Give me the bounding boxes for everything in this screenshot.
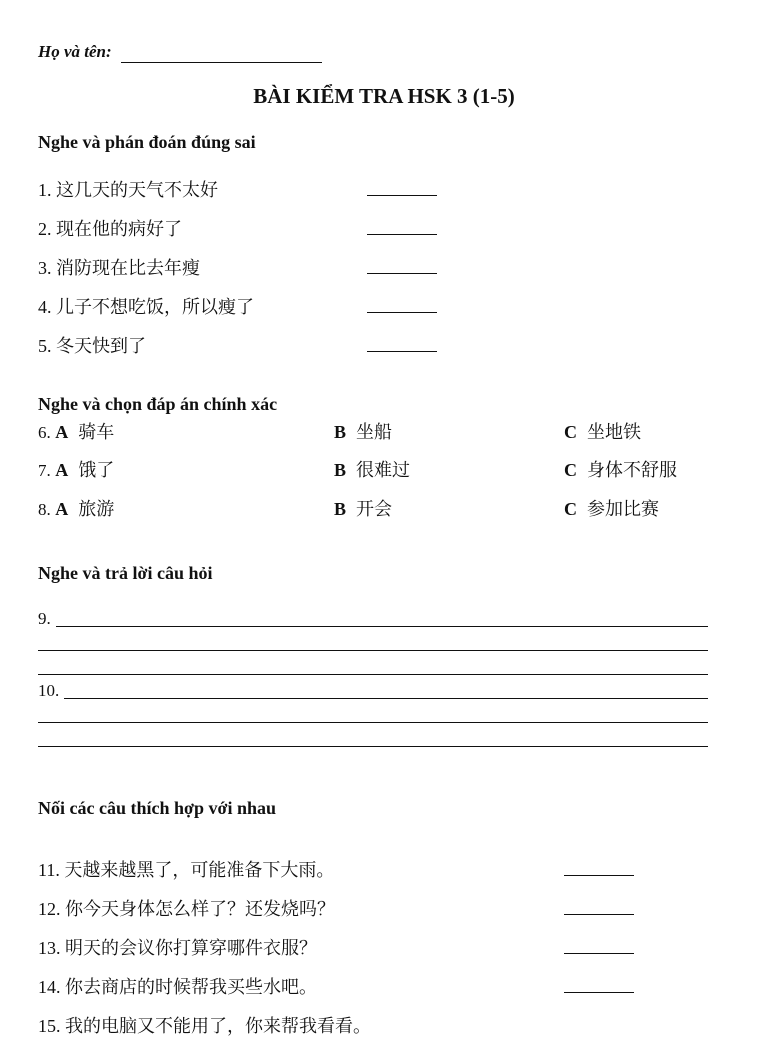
question-8-option-b[interactable]: B 开会 (334, 499, 393, 519)
question-5: 5. 冬天快到了 (38, 336, 146, 356)
answer-blank-5[interactable] (367, 337, 437, 357)
answer-line[interactable] (38, 722, 708, 723)
name-label: Họ và tên: (38, 42, 112, 61)
question-1: 1. 这几天的天气不太好 (38, 180, 218, 200)
answer-blank-2[interactable] (367, 220, 437, 240)
question-10-number: 10. (38, 681, 60, 700)
section-answer-questions-heading: Nghe và trả lời câu hỏi (38, 563, 213, 583)
answer-line[interactable] (38, 674, 708, 675)
question-8-option-c[interactable]: C 参加比赛 (564, 499, 659, 519)
question-12: 12. 你今天身体怎么样了？还发烧吗？ (38, 899, 335, 919)
question-2: 2. 现在他的病好了 (38, 219, 182, 239)
name-input-line[interactable] (121, 62, 322, 63)
answer-blank-3[interactable] (367, 259, 437, 279)
question-6-option-b[interactable]: B 坐船 (334, 422, 393, 442)
question-9-number: 9. (38, 609, 51, 628)
question-3: 3. 消防现在比去年瘦 (38, 258, 200, 278)
answer-blank-13[interactable] (564, 939, 634, 959)
question-14: 14. 你去商店的时候帮我买些水吧。 (38, 977, 317, 997)
question-8-option-a[interactable]: 8. A 旅游 (38, 499, 115, 519)
answer-blank-1[interactable] (367, 181, 437, 201)
section-true-false-heading: Nghe và phán đoán đúng sai (38, 132, 256, 152)
answer-line[interactable] (56, 626, 708, 627)
answer-blank-12[interactable] (564, 900, 634, 920)
question-11: 11. 天越来越黑了，可能准备下大雨。 (38, 860, 335, 880)
question-7-option-a[interactable]: 7. A 饿了 (38, 460, 115, 480)
answer-line[interactable] (38, 746, 708, 747)
question-13: 13. 明天的会议你打算穿哪件衣服？ (38, 938, 317, 958)
question-6-option-a[interactable]: 6. A 骑车 (38, 422, 115, 442)
page-title: BÀI KIỂM TRA HSK 3 (1-5) (253, 84, 515, 108)
section-matching-heading: Nối các câu thích hợp với nhau (38, 798, 276, 818)
question-15: 15. 我的电脑又不能用了，你来帮我看看。 (38, 1016, 371, 1036)
question-7-option-c[interactable]: C 身体不舒服 (564, 460, 677, 480)
question-6-option-c[interactable]: C 坐地铁 (564, 422, 641, 442)
answer-blank-4[interactable] (367, 298, 437, 318)
answer-line[interactable] (64, 698, 708, 699)
answer-blank-11[interactable] (564, 861, 634, 881)
question-4: 4. 儿子不想吃饭，所以瘦了 (38, 297, 254, 317)
question-7-option-b[interactable]: B 很难过 (334, 460, 411, 480)
answer-line[interactable] (38, 650, 708, 651)
answer-blank-14[interactable] (564, 978, 634, 998)
section-multiple-choice-heading: Nghe và chọn đáp án chính xác (38, 394, 278, 414)
